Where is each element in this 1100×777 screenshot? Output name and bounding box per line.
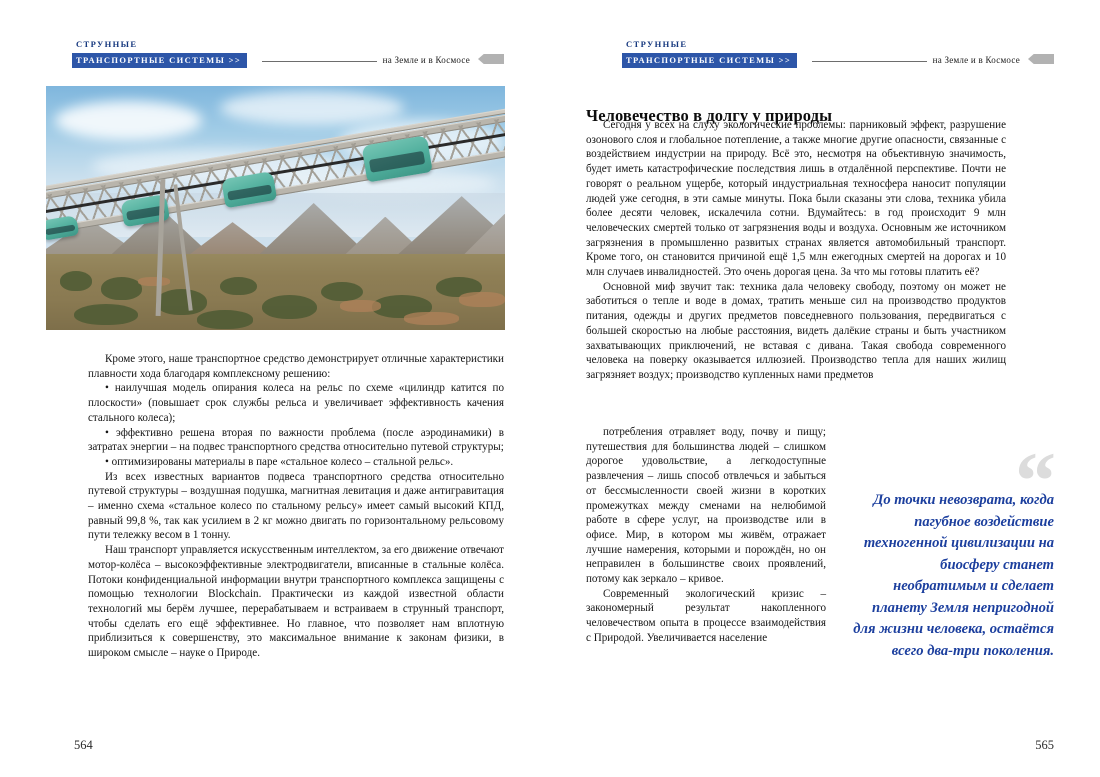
- photo-shrub: [197, 310, 252, 328]
- brand-line2-left: ТРАНСПОРТНЫЕ СИСТЕМЫ >>: [72, 53, 247, 68]
- header-rule-left: [262, 38, 383, 68]
- photo-desert-ground: [46, 254, 505, 330]
- page-number-right: 565: [1035, 738, 1054, 752]
- bullet-paragraph: • эффективно решена вторая по важности проблема (после аэродинамики) в затратах энергии – на подвес транспортного средства относительно путевой структуры;: [88, 426, 504, 454]
- paragraph: Из всех известных вариантов подвеса транспортного средства относительно путевой структуры – воздушная подушка, магнитная левитация и даже антигравитация – именно схема «стальное колесо по стальному рельсу» имеет самый высокий КПД, равный 99,8 %, так как усилием в 2 кг можно двигать по горизонтальному рельсовому пути тележку весом в 1 тонну.: [88, 470, 504, 542]
- section-heading: Человечество в долгу у природы: [586, 105, 833, 125]
- header-tagline-left: на Земле и в Космосе: [382, 55, 470, 65]
- arrow-left-icon-left-page: [478, 54, 504, 64]
- paragraph: Сегодня у всех на слуху экологические проблемы: парниковый эффект, разрушение озонового слоя и глобальное потепление, а также многие другие опасности, связанные с воздействием индустрии на природу. Всё это, несмотря на объективную значимость, будет иметь катастрофические последствия лишь в отдалённой перспективе. Почти не говорят о реальном ущербе, который индустриальная техносфера наносит популяции людей уже сегодня, в эти самые минуты. Пока были сказаны эти слова, техника убила более десяти человек, искалечила сотни. Вдумайтесь: в год происходит 9 млн человеческих смертей только от загрязнения воды и воздуха. Основным же источником загрязнения в промышленно развитых странах является автомобильный транспорт. Кроме того, он становится причиной ещё 1,5 млн ежегодных смертей на дорогах и 10 млн случаев инвалидностей. Это очень дорогая цена. За что мы готовы платить её?: [586, 119, 1006, 279]
- photo-rock: [459, 292, 505, 307]
- right-body-column-wide: [586, 118, 1006, 383]
- photo-rock: [404, 312, 459, 326]
- brand-line1-left: СТРУННЫЕ: [76, 39, 138, 49]
- photo-shrub: [60, 271, 92, 291]
- string-transport-photo: [46, 86, 505, 330]
- photo-cabin: [46, 215, 79, 241]
- photo-cloud: [55, 101, 202, 140]
- brand-line2-right: ТРАНСПОРТНЫЕ СИСТЕМЫ >>: [622, 53, 797, 68]
- paragraph: Основной миф звучит так: техника дала человеку свободу, поэтому он может не заботиться о тепле и воде в домах, тратить меньше сил на производство продуктов питания, одежды и других предметов повседневного пользования, передвигаться с большей скоростью на любые расстояния, видеть далёкие страны и быть участником захватывающих приключений, не вставая с дивана. Такая свобода современного человека на поверку оказывается иллюзией. Производство тепла для наших жилищ загрязняет воздух; производство купленных нами предметов: [586, 280, 1006, 381]
- photo-shrub: [156, 289, 206, 315]
- bullet-paragraph: • наилучшая модель опирания колеса на рельс по схеме «цилиндр катится по плоскости» (повышает срок службы рельса и увеличивает эффективность качения стального колеса);: [88, 382, 504, 424]
- photo-shrub: [74, 304, 138, 325]
- arrow-left-icon-right-page: [1028, 54, 1054, 64]
- pull-quote: [848, 435, 1054, 662]
- header-rule-right: [812, 38, 933, 68]
- running-header-left: [72, 38, 504, 68]
- right-page: [550, 0, 1100, 777]
- quotation-mark-icon: “: [1015, 435, 1052, 526]
- paragraph: Наш транспорт управляется искусственным интеллектом, за его движение отвечают мотор-колёса – высокоэффективные электродвигатели, вписанные в стальные колёса. Потоки конфиденциальной информации внутри транспортного комплекса защищены с помощью технологии Blockchain. Практически из каждой известной области технологий мы берём лучшее, перерабатываем и встраиваем в струнный транспорт, чтобы сделать его ещё эффективнее. Но главное, что позволяет нам вплотную приблизиться к совершенству, это максимальное внимание к законам физики, в широком смысле – науке о Природе.: [88, 544, 504, 660]
- paragraph: Современный экологический кризис – закономерный результат накопленного человечеством опыта в процессе взаимодействия с Природой. Увеличивается население: [586, 587, 826, 644]
- brand-line1-right: СТРУННЫЕ: [626, 39, 688, 49]
- brand-block-right: [622, 39, 812, 68]
- brand-block-left: [72, 39, 262, 68]
- photo-shrub: [262, 295, 317, 319]
- left-body-column: [88, 352, 504, 661]
- paragraph: Кроме этого, наше транспортное средство демонстрирует отличные характеристики плавности хода благодаря комплексному решению:: [88, 353, 504, 380]
- running-header-right: [622, 38, 1054, 68]
- photo-shrub: [321, 282, 362, 302]
- photo-shrub: [101, 277, 142, 300]
- photo-rock: [138, 277, 170, 286]
- header-tagline-right: на Земле и в Космосе: [932, 55, 1020, 65]
- paragraph: потребления отравляет воду, почву и пищу; путешествия для большинства людей – слишком дорогое удовольствие, а легкодоступные развлечения – лишь способ отвлечься и забыться от бессмысленности своей жизни в коротких промежутках между сменами на нелюбимой работе в сфере услуг, на производстве или в офисе. Мир, в котором мы живём, отражает лучшие намерения, которыми и порождён, но он неправилен в большинстве своих проявлений, потому как зеркало – кривое.: [586, 426, 826, 586]
- page-number-left: 564: [74, 738, 93, 752]
- photo-shrub: [220, 277, 257, 295]
- photo-rock: [340, 300, 381, 312]
- right-body-column-narrow: [586, 425, 826, 646]
- bullet-paragraph: • оптимизированы материалы в паре «стальное колесо – стальной рельс».: [105, 455, 454, 468]
- pull-quote-text: До точки невозврата, когда пагубное воздействие техногенной цивилизации на биосферу станет необратимым и сделает планету Земля непригодной для жизни человека, остаётся всего два-три поколения.: [853, 492, 1054, 659]
